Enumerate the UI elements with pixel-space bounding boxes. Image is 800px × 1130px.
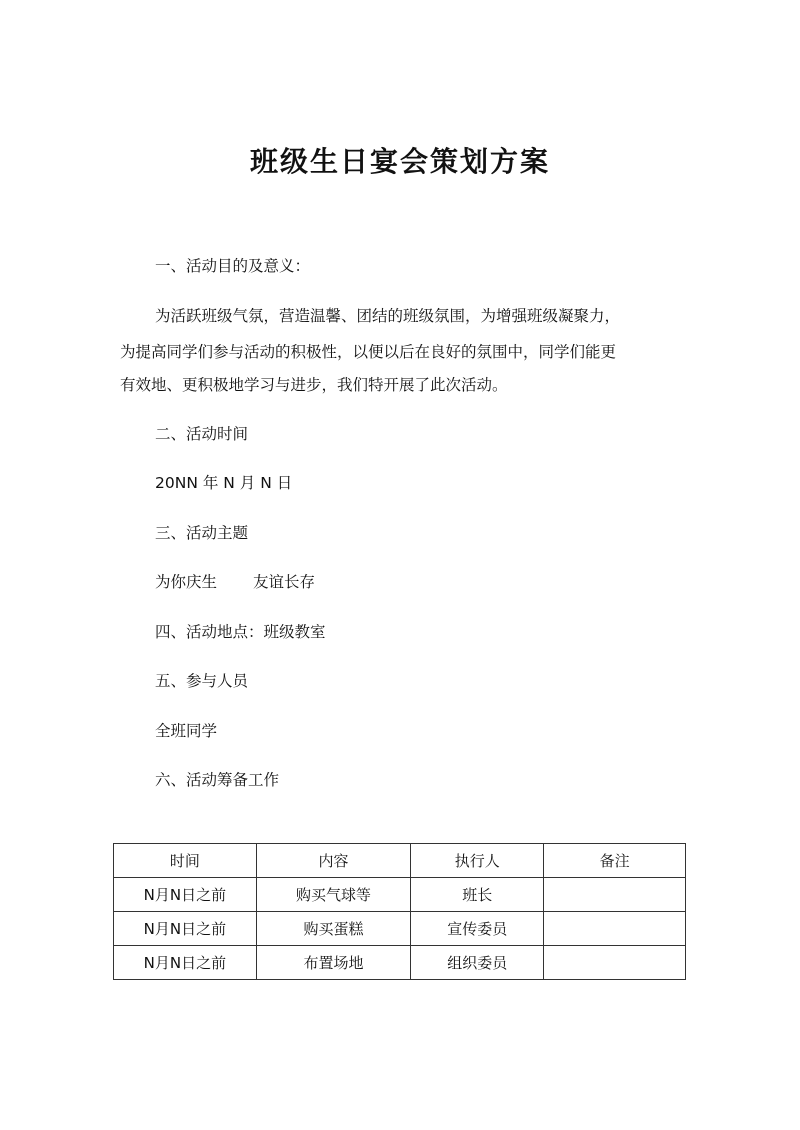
section-heading-location: 四、活动地点：班级教室 [155,623,326,641]
table-cell-executor: 宣传委员 [411,912,544,946]
purpose-line-3: 有效地、更积极地学习与进步，我们特开展了此次活动。 [120,376,508,394]
activity-theme [155,571,315,593]
table-row [114,878,686,912]
section-heading-purpose: 一、活动目的及意义： [155,257,311,275]
table-cell-content: 布置场地 [256,946,411,980]
table-header-executor: 执行人 [411,844,544,878]
section-heading-preparation: 六、活动筹备工作 [155,771,280,789]
theme-part-1: 为你庆生 [155,573,218,591]
table-cell-notes [544,912,686,946]
table-cell-content: 购买气球等 [256,878,411,912]
participants-value: 全班同学 [155,722,218,740]
table-cell-notes [544,946,686,980]
theme-part-2: 友谊长存 [253,573,316,591]
table-cell-time: N月N日之前 [114,878,257,912]
table-header-content: 内容 [256,844,411,878]
purpose-line-2: 为提高同学们参与活动的积极性，以便以后在良好的氛围中，同学们能更 [120,343,617,361]
section-heading-theme: 三、活动主题 [155,524,249,542]
table-cell-time: N月N日之前 [114,912,257,946]
activity-date: 20NN 年 N 月 N 日 [155,474,293,492]
table-cell-notes [544,878,686,912]
purpose-line-1: 为活跃班级气氛，营造温馨、团结的班级氛围，为增强班级凝聚力， [155,307,621,325]
table-cell-content: 购买蛋糕 [256,912,411,946]
table-cell-time: N月N日之前 [114,946,257,980]
table-header-notes: 备注 [544,844,686,878]
table-row [114,946,686,980]
table-cell-executor: 班长 [411,878,544,912]
table-cell-executor: 组织委员 [411,946,544,980]
preparation-table [113,843,686,980]
page-title: 班级生日宴会策划方案 [249,145,550,178]
table-row [114,912,686,946]
section-heading-time: 二、活动时间 [155,425,249,443]
table-header-row [114,844,686,878]
table-header-time: 时间 [114,844,257,878]
section-heading-participants: 五、参与人员 [155,672,249,690]
